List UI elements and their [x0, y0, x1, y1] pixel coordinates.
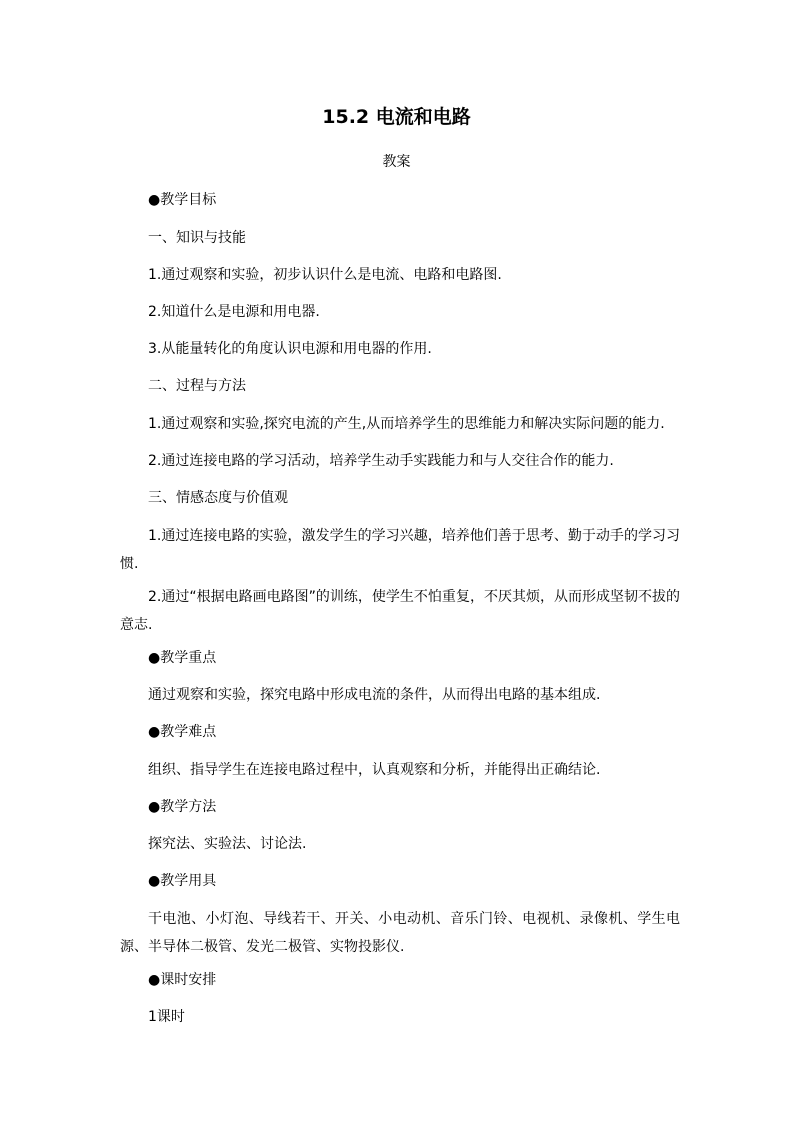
document-title: 15.2 电流和电路: [322, 106, 471, 128]
knowledge-item: 1.通过观察和实验，初步认识什么是电流、电路和电路图.: [148, 267, 502, 283]
document-subtitle: 教案: [382, 154, 411, 170]
schedule-heading: ●课时安排: [148, 972, 217, 988]
difficulty-heading: ●教学难点: [148, 724, 217, 740]
schedule-text: 1课时: [148, 1009, 185, 1025]
difficulty-text: 组织、指导学生在连接电路过程中，认真观察和分析，并能得出正确结论.: [148, 762, 601, 778]
attitude-item: 2.通过“根据电路画电路图”的训练，使学生不怕重复，不厌其烦，从而形成坚韧不拔的意志.: [120, 589, 680, 633]
knowledge-item: 2.知道什么是电源和用电器.: [148, 304, 320, 320]
tools-heading: ●教学用具: [148, 873, 217, 889]
key-text: 通过观察和实验，探究电路中形成电流的条件，从而得出电路的基本组成.: [148, 687, 601, 703]
tools-text: 干电池、小灯泡、导线若干、开关、小电动机、音乐门铃、电视机、录像机、学生电源、半导体二极管、发光二极管、实物投影仪.: [120, 911, 680, 955]
knowledge-heading: 一、知识与技能: [148, 230, 246, 246]
process-heading: 二、过程与方法: [148, 378, 246, 394]
method-text: 探究法、实验法、讨论法.: [148, 836, 307, 852]
key-heading: ●教学重点: [148, 650, 217, 666]
objectives-heading: ●教学目标: [148, 192, 217, 208]
process-item: 2.通过连接电路的学习活动，培养学生动手实践能力和与人交往合作的能力.: [148, 453, 614, 469]
attitude-heading: 三、情感态度与价值观: [148, 490, 288, 506]
knowledge-item: 3.从能量转化的角度认识电源和用电器的作用.: [148, 341, 432, 357]
attitude-item: 1.通过连接电路的实验，激发学生的学习兴趣，培养他们善于思考、勤于动手的学习习惯.: [120, 528, 680, 572]
method-heading: ●教学方法: [148, 799, 217, 815]
process-item: 1.通过观察和实验,探究电流的产生,从而培养学生的思维能力和解决实际问题的能力.: [148, 416, 665, 432]
